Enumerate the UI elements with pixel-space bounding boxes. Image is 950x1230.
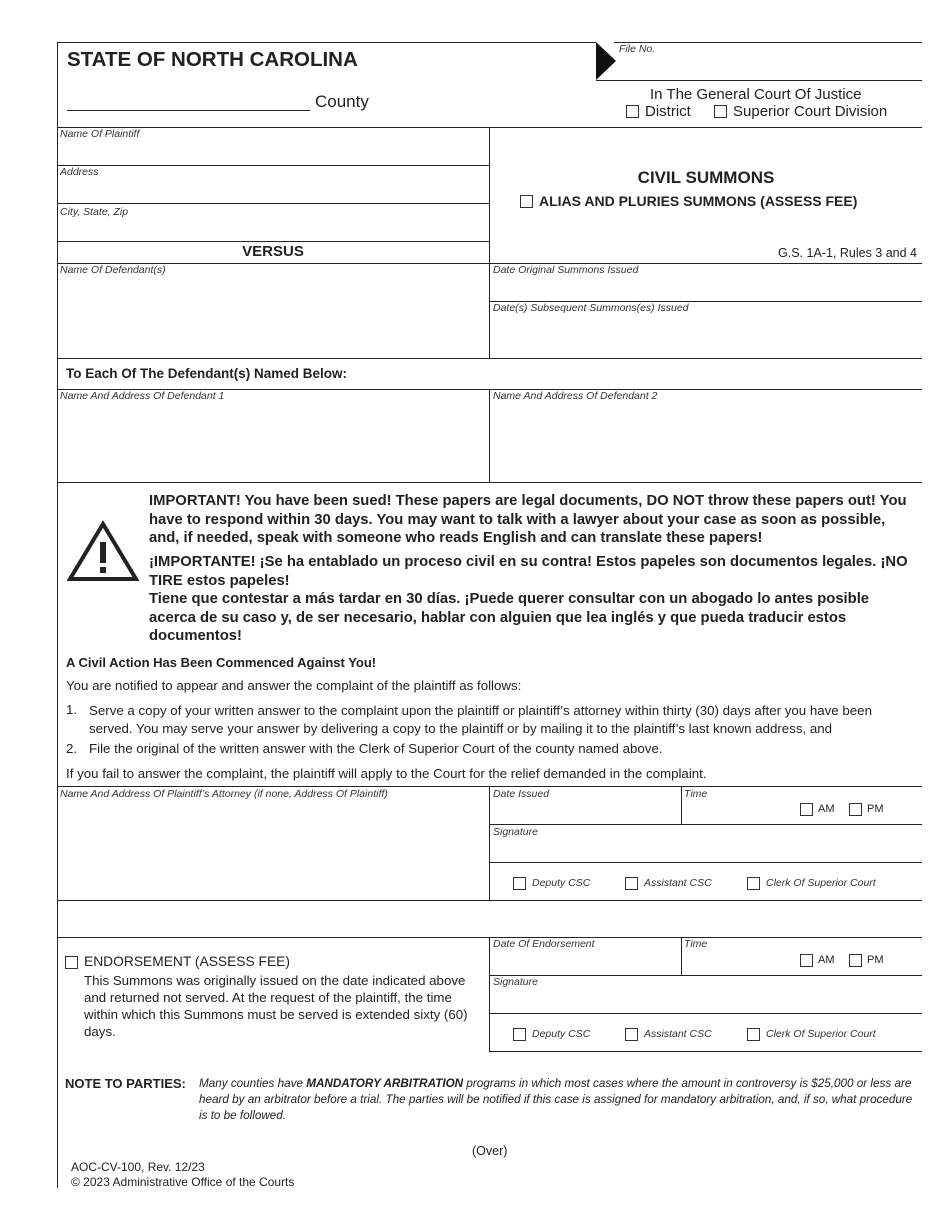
- endorsement-assistant-checkbox[interactable]: [625, 1028, 638, 1041]
- endorsement-am-checkbox[interactable]: [800, 954, 813, 967]
- clerk-checkbox[interactable]: [747, 877, 760, 890]
- endorsement-title: ENDORSEMENT (ASSESS FEE): [84, 954, 290, 969]
- file-no-arrow-icon: [596, 42, 616, 80]
- date-original-field[interactable]: [490, 278, 920, 300]
- file-no-field[interactable]: [614, 52, 920, 78]
- date-issued-field[interactable]: [490, 802, 680, 823]
- plaintiff-name-field[interactable]: [58, 142, 488, 164]
- plaintiff-city-field[interactable]: [58, 220, 488, 240]
- am-checkbox[interactable]: [800, 803, 813, 816]
- endorsement-signature-label: Signature: [493, 976, 538, 988]
- endorsement-checkbox[interactable]: [65, 956, 78, 969]
- assistant-csc-checkbox[interactable]: [625, 877, 638, 890]
- endorsement-pm-label: PM: [867, 954, 884, 966]
- note-label: NOTE TO PARTIES:: [65, 1076, 186, 1091]
- date-subsequent-field[interactable]: [490, 316, 920, 356]
- signature-label: Signature: [493, 826, 538, 838]
- item-1-text: Serve a copy of your written answer to the complaint upon the plaintiff or plaintiff’s attorney within thirty (30) days after you have been served. You may serve your answer by delivering a copy to the plaintiff or by mailing it to the plaintiff’s last known address, and: [89, 703, 872, 736]
- district-label: District: [645, 103, 691, 120]
- endorsement-clerk-checkbox[interactable]: [747, 1028, 760, 1041]
- endorsement-clerk-label: Clerk Of Superior Court: [766, 1028, 876, 1040]
- endorsement-text: This Summons was originally issued on the date indicated above and returned not served. At the request of the plaintiff, the time within which this Summons must be served is extended sixty (60) days.: [84, 973, 468, 1039]
- versus-label: VERSUS: [242, 243, 304, 260]
- file-no-label: File No.: [619, 43, 656, 55]
- attorney-field[interactable]: [58, 802, 488, 898]
- county-line[interactable]: [67, 110, 310, 111]
- attorney-label: Name And Address Of Plaintiff’s Attorney (if none, Address Of Plaintiff): [60, 788, 388, 800]
- am-label: AM: [818, 803, 835, 815]
- state-title: STATE OF NORTH CAROLINA: [67, 48, 358, 71]
- item-1-number: 1.: [66, 702, 78, 717]
- defendant2-label: Name And Address Of Defendant 2: [493, 390, 658, 402]
- plaintiff-city-label: City, State, Zip: [60, 206, 129, 218]
- note-emphasis: MANDATORY ARBITRATION: [306, 1077, 464, 1090]
- endorsement-am-label: AM: [818, 954, 835, 966]
- pm-label: PM: [867, 803, 884, 815]
- alias-checkbox[interactable]: [520, 195, 533, 208]
- fail-statement: If you fail to answer the complaint, the plaintiff will apply to the Court for the relief demanded in the complaint.: [66, 766, 707, 781]
- important-es-1: ¡IMPORTANTE! ¡Se ha entablado un proceso civil en su contra! Estos papeles son documentos legales. ¡NO TIRE estos papeles!: [149, 554, 908, 589]
- copyright: © 2023 Administrative Office of the Courts: [71, 1175, 295, 1189]
- endorsement-time-label: Time: [684, 938, 708, 950]
- date-issued-label: Date Issued: [493, 788, 550, 800]
- assistant-csc-label: Assistant CSC: [644, 877, 712, 889]
- time-label: Time: [684, 788, 708, 800]
- commenced-intro: You are notified to appear and answer the complaint of the plaintiff as follows:: [66, 678, 522, 693]
- deputy-csc-checkbox[interactable]: [513, 877, 526, 890]
- note-pre: Many counties have: [199, 1077, 307, 1090]
- important-en: IMPORTANT! You have been sued! These papers are legal documents, DO NOT throw these papers out! You have to respond within 30 days. You may want to talk with a lawyer about your case as soon as possible, and, if needed, speak with someone who reads English and can translate these papers!: [149, 493, 907, 546]
- defendant-name-field[interactable]: [58, 278, 488, 356]
- endorsement-assistant-label: Assistant CSC: [644, 1028, 712, 1040]
- commenced-heading: A Civil Action Has Been Commenced Against You!: [66, 655, 377, 670]
- note-post: programs in which most cases where the amount in controversy is $25,000 or less are heard by an arbitrator before a trial. The parties will be notified if this case is assigned for mandatory arbitration, and, if so, what procedure is to be followed.: [199, 1077, 913, 1122]
- superior-label: Superior Court Division: [733, 103, 888, 120]
- signature-field[interactable]: [490, 840, 920, 861]
- over-label: (Over): [472, 1144, 508, 1158]
- item-2-number: 2.: [66, 741, 78, 756]
- note-text: [199, 1076, 919, 1124]
- superior-checkbox[interactable]: [714, 105, 727, 118]
- district-checkbox[interactable]: [626, 105, 639, 118]
- pm-checkbox[interactable]: [849, 803, 862, 816]
- civil-summons-title: CIVIL SUMMONS: [637, 168, 775, 187]
- defendant-name-label: Name Of Defendant(s): [60, 264, 166, 276]
- plaintiff-name-label: Name Of Plaintiff: [60, 128, 140, 140]
- item-2-text: File the original of the written answer with the Clerk of Superior Court of the county named above.: [89, 741, 663, 756]
- warning-icon: [67, 520, 139, 582]
- deputy-csc-label: Deputy CSC: [532, 877, 591, 889]
- date-original-label: Date Original Summons Issued: [493, 264, 639, 276]
- plaintiff-address-label: Address: [60, 166, 99, 178]
- endorsement-deputy-label: Deputy CSC: [532, 1028, 591, 1040]
- plaintiff-address-field[interactable]: [58, 180, 488, 202]
- county-label: County: [315, 92, 369, 111]
- to-each-heading: To Each Of The Defendant(s) Named Below:: [66, 366, 348, 381]
- endorsement-date-label: Date Of Endorsement: [493, 938, 595, 950]
- form-number: AOC-CV-100, Rev. 12/23: [71, 1160, 205, 1174]
- statute-label: G.S. 1A-1, Rules 3 and 4: [778, 246, 917, 260]
- endorsement-date-field[interactable]: [490, 952, 680, 974]
- endorsement-pm-checkbox[interactable]: [849, 954, 862, 967]
- alias-label: ALIAS AND PLURIES SUMMONS (ASSESS FEE): [539, 193, 858, 209]
- date-subsequent-label: Date(s) Subsequent Summons(es) Issued: [493, 302, 689, 314]
- defendant2-field[interactable]: [490, 404, 920, 480]
- endorsement-signature-field[interactable]: [490, 990, 920, 1012]
- clerk-label: Clerk Of Superior Court: [766, 877, 876, 889]
- defendant1-field[interactable]: [58, 404, 488, 480]
- defendant1-label: Name And Address Of Defendant 1: [60, 390, 225, 402]
- court-label: In The General Court Of Justice: [650, 86, 862, 103]
- endorsement-deputy-checkbox[interactable]: [513, 1028, 526, 1041]
- important-es-2: Tiene que contestar a más tardar en 30 días. ¡Puede querer consultar con un abogado lo antes posible acerca de su caso y, de ser necesario, hablar con alguien que lea inglés y que pueda traducir estos documentos!: [149, 591, 870, 644]
